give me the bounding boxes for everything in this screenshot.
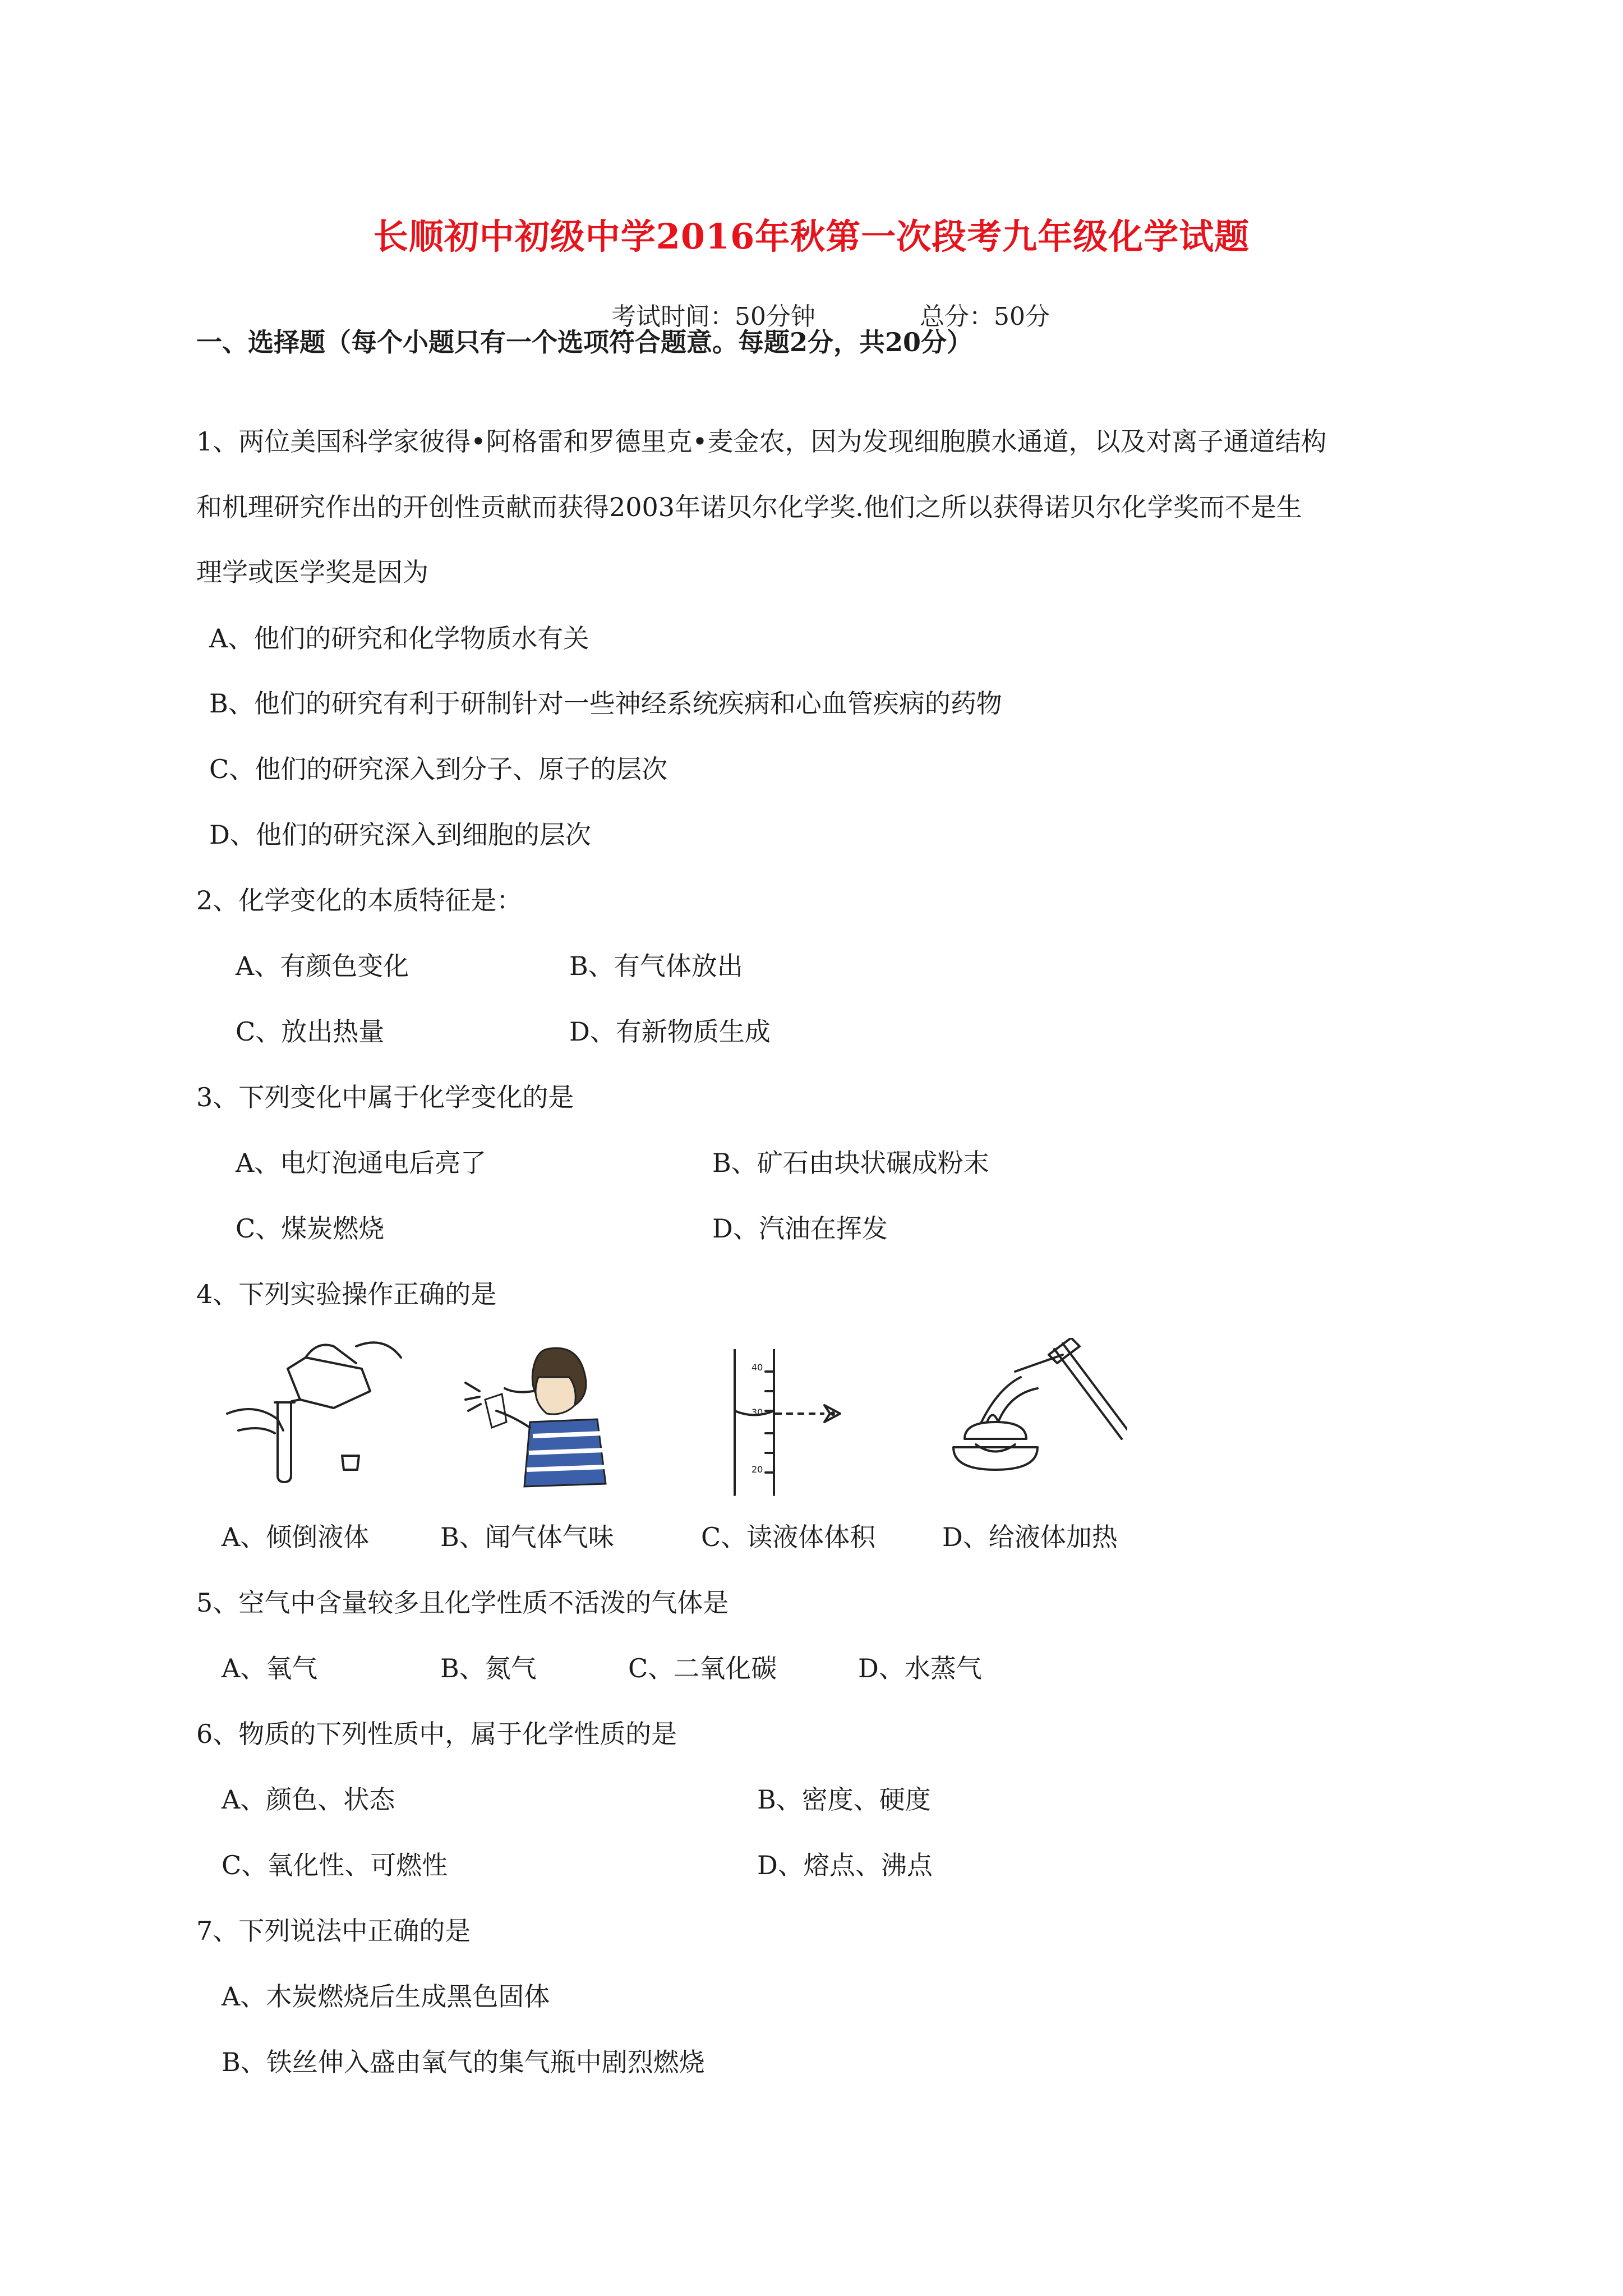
cylinder-tick-20: 20 xyxy=(751,1464,763,1475)
section-heading: 一、选择题（每个小题只有一个选项符合题意。每题2分，共20分） xyxy=(196,327,973,357)
q7-option-b: B、铁丝伸入盛由氧气的集气瓶中剧烈燃烧 xyxy=(222,2047,705,2077)
q1-stem-line2: 和机理研究作出的开创性贡献而获得2003年诺贝尔化学奖.他们之所以获得诺贝尔化学奖而不是生 xyxy=(196,492,1302,522)
q4-option-d: D、给液体加热 xyxy=(942,1522,1118,1552)
q4-option-b: B、闻气体气味 xyxy=(440,1522,614,1552)
q1-stem-line1: 1、两位美国科学家彼得•阿格雷和罗德里克•麦金农，因为发现细胞膜水通道，以及对离子通道结构 xyxy=(196,426,1327,457)
q5-option-d: D、水蒸气 xyxy=(858,1653,982,1683)
cylinder-tick-30: 30 xyxy=(751,1407,763,1418)
q3-option-b: B、矿石由块状碾成粉末 xyxy=(712,1148,989,1178)
q1-option-b: B、他们的研究有利于研制针对一些神经系统疾病和心血管疾病的药物 xyxy=(209,688,1002,719)
q7-stem: 7、下列说法中正确的是 xyxy=(196,1916,471,1946)
q6-stem: 6、物质的下列性质中，属于化学性质的是 xyxy=(196,1719,677,1749)
q2-option-d: D、有新物质生成 xyxy=(569,1016,771,1047)
page-title: 长顺初中初级中学2016年秋第一次段考九年级化学试题 xyxy=(373,216,1250,257)
q5-option-c: C、二氧化碳 xyxy=(628,1653,777,1683)
q2-stem: 2、化学变化的本质特征是： xyxy=(196,885,523,915)
q1-stem-line3: 理学或医学奖是因为 xyxy=(196,557,428,587)
q2-option-c: C、放出热量 xyxy=(236,1016,385,1047)
q6-option-a: A、颜色、状态 xyxy=(222,1784,395,1815)
q1-option-a: A、他们的研究和化学物质水有关 xyxy=(209,623,589,654)
q3-stem: 3、下列变化中属于化学变化的是 xyxy=(196,1082,574,1112)
q1-option-c: C、他们的研究深入到分子、原子的层次 xyxy=(209,754,668,784)
cylinder-tick-40: 40 xyxy=(751,1362,763,1373)
exam-total: 总分：50分 xyxy=(920,302,1050,331)
q3-option-a: A、电灯泡通电后亮了 xyxy=(236,1148,487,1178)
q4-stem: 4、下列实验操作正确的是 xyxy=(196,1279,497,1309)
q5-stem: 5、空气中含量较多且化学性质不活泼的气体是 xyxy=(196,1588,729,1618)
exam-time: 考试时间：50分钟 xyxy=(611,302,815,331)
q5-option-a: A、氧气 xyxy=(222,1653,318,1683)
q1-option-d: D、他们的研究深入到细胞的层次 xyxy=(209,820,591,850)
q7-option-a: A、木炭燃烧后生成黑色固体 xyxy=(222,1981,550,2012)
q2-option-b: B、有气体放出 xyxy=(569,951,743,981)
q6-option-d: D、熔点、沸点 xyxy=(757,1850,933,1880)
pouring-liquid-figure xyxy=(222,1335,407,1487)
reading-cylinder-figure xyxy=(712,1349,852,1501)
q3-option-c: C、煤炭燃烧 xyxy=(236,1213,385,1244)
heating-liquid-figure xyxy=(942,1338,1127,1495)
smelling-gas-figure xyxy=(463,1338,608,1489)
q5-option-b: B、氮气 xyxy=(440,1653,537,1683)
q6-option-b: B、密度、硬度 xyxy=(757,1784,931,1815)
q4-option-a: A、倾倒液体 xyxy=(222,1522,370,1552)
q2-option-a: A、有颜色变化 xyxy=(236,951,409,981)
q4-option-c: C、读液体体积 xyxy=(701,1522,876,1552)
q3-option-d: D、汽油在挥发 xyxy=(712,1213,888,1244)
q6-option-c: C、氧化性、可燃性 xyxy=(222,1850,448,1880)
